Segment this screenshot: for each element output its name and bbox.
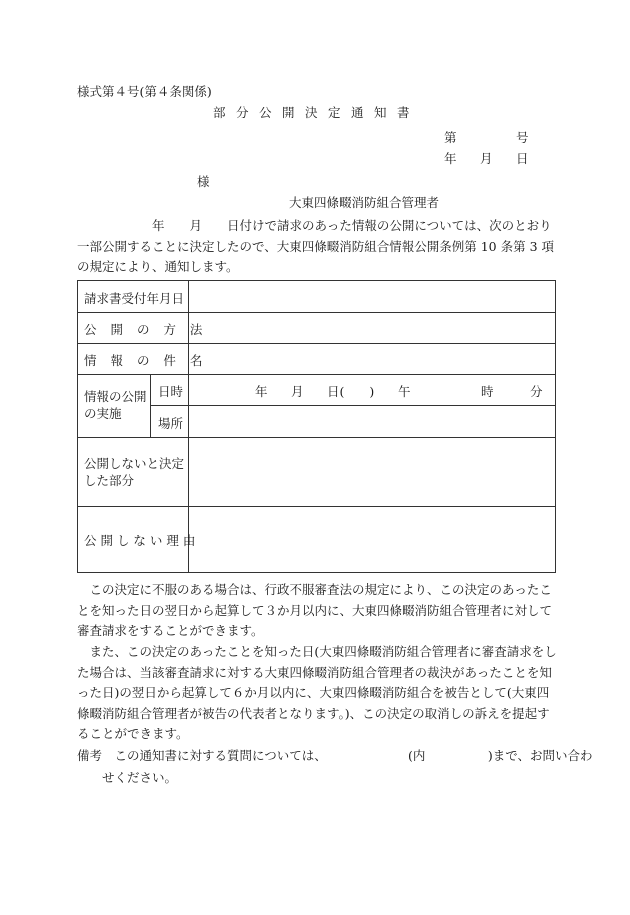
- datetime-label: 日時: [158, 384, 184, 399]
- implementation-label-line2: の実施: [84, 406, 122, 421]
- table-row-divider: [78, 343, 555, 344]
- form-number: 様式第４号(第４条関係): [77, 84, 212, 99]
- table-row-divider: [150, 405, 555, 406]
- undisclosed-reason-label: 公 開 し な い 理 由: [84, 533, 196, 548]
- appeal-paragraph-review: この決定に不服のある場合は、行政不服審査法の規定により、この決定のあったことを知った日の翌日から起算して３か月以内に、大東四條畷消防組合管理者に対して審査請求をすることができます。: [77, 582, 553, 638]
- datetime-day-weekday: 日( ): [327, 384, 375, 399]
- issuer-name: 大東四條畷消防組合管理者: [289, 195, 440, 210]
- intro-paragraph: 年 月 日付けで請求のあった情報の公開については、次のとおり一部公開することに決定したので、大東四條畷消防組合情報公開条例第 10 条第 3 項の規定により、通知します。: [77, 218, 555, 274]
- implementation-label-line1: 情報の公開: [84, 389, 147, 404]
- appeal-paragraph-lawsuit: また、この決定のあったことを知った日(大東四條畷消防組合管理者に審査請求をした場合は、当該審査請求に対する大東四條畷消防組合管理者の裁決があったことを知った日)の翌日から起算して６か月以内に、大東四條畷消防組合を被告として(大東四條畷消防組合管理者が被告の代表者となります。)、この決定の取消しの訴えを提起することができます。: [77, 644, 557, 741]
- table-column-divider: [150, 374, 151, 437]
- place-label: 場所: [158, 416, 184, 431]
- implementation-label: [84, 388, 147, 422]
- undisclosed-part-line1: 公開しないと決定: [84, 456, 185, 471]
- datetime-am-pm: 午: [398, 384, 411, 399]
- remarks: 備考 この通知書に対する質問については、 (内 )まで、お問い合わ せください。: [77, 748, 593, 785]
- datetime-minute: 分: [530, 384, 543, 399]
- issue-date-year: 年: [444, 151, 457, 166]
- document-title: 部分公開決定通知書: [213, 105, 421, 120]
- issue-date-day: 日: [516, 151, 529, 166]
- table-row-divider: [78, 312, 555, 313]
- request-date-label: 請求書受付年月日: [84, 291, 185, 306]
- addressee-honorific: 様: [197, 174, 210, 189]
- datetime-month: 月: [291, 384, 304, 399]
- information-subject-label: 情 報 の 件 名: [84, 353, 208, 368]
- issue-date-month: 月: [480, 151, 493, 166]
- undisclosed-part-line2: した部分: [84, 473, 135, 488]
- table-row-divider: [78, 437, 555, 438]
- datetime-hour: 時: [481, 384, 494, 399]
- document-number-suffix: 号: [516, 130, 529, 145]
- decision-table: [77, 280, 556, 573]
- datetime-year: 年: [255, 384, 268, 399]
- document-number-prefix: 第: [444, 130, 457, 145]
- disclosure-method-label: 公 開 の 方 法: [84, 322, 208, 337]
- undisclosed-part-label: [84, 455, 184, 489]
- table-row-divider: [78, 506, 555, 507]
